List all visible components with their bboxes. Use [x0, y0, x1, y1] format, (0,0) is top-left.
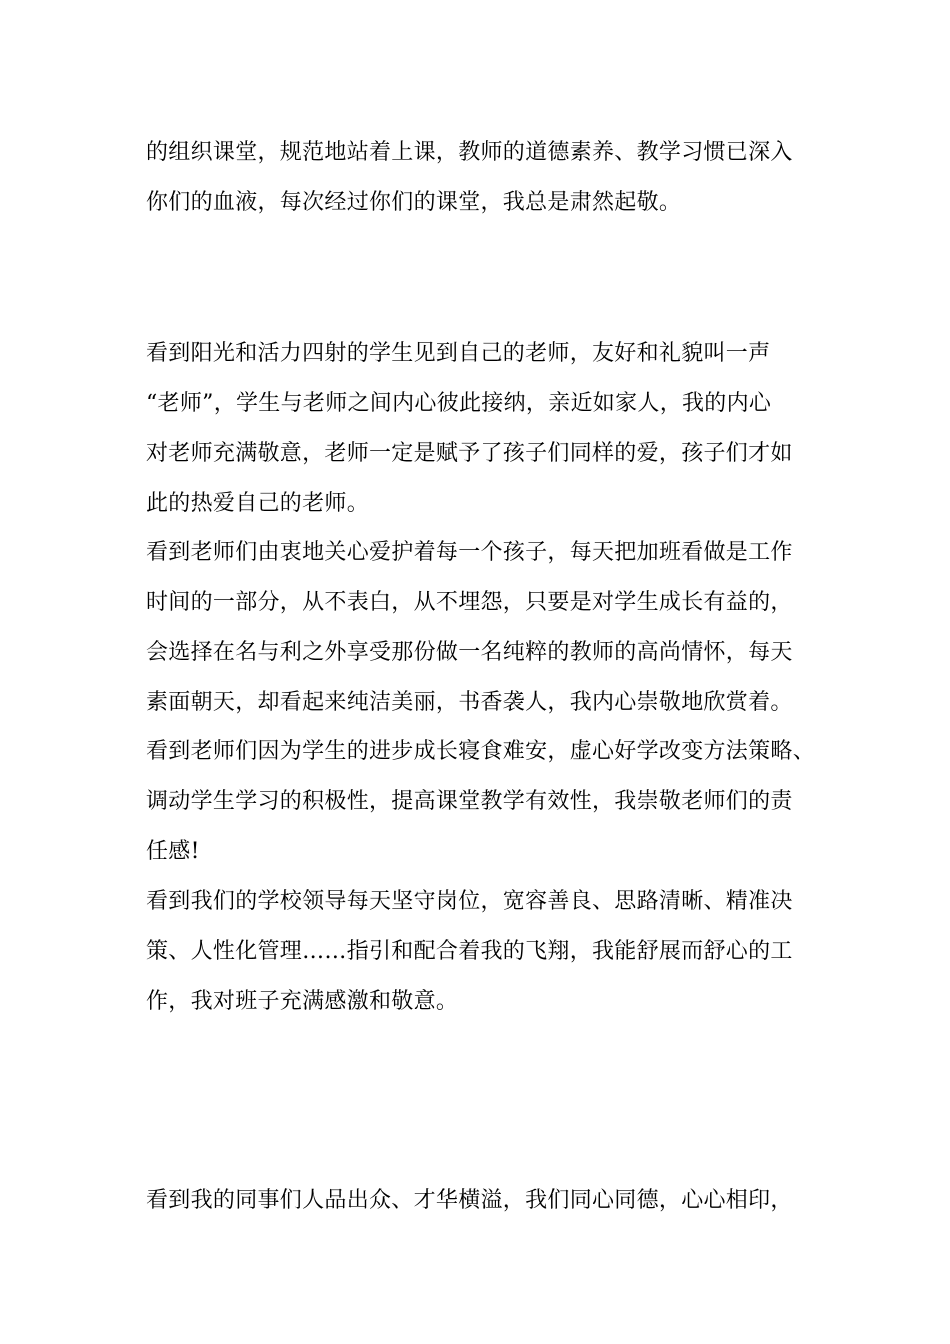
- text-line: 素面朝天，却看起来纯洁美丽，书香袭人，我内心崇敬地欣赏着。: [146, 690, 793, 715]
- text-line: 看到我们的学校领导每天坚守岗位，宽容善良、思路清晰、精准决: [146, 889, 793, 914]
- paragraph-leadership: [146, 877, 826, 1027]
- paragraph-students: [146, 329, 826, 529]
- text-line: 作，我对班子充满感激和敬意。: [146, 989, 459, 1014]
- paragraph-teachers-responsibility: [146, 727, 826, 877]
- paragraph-classroom: [146, 128, 826, 228]
- paragraph-teachers-care: [146, 528, 826, 728]
- paragraph-colleagues: [146, 1176, 826, 1226]
- text-line: 任感!: [146, 839, 200, 864]
- text-line: 调动学生学习的积极性，提高课堂教学有效性，我崇敬老师们的责: [146, 789, 793, 814]
- text-line: 策、人性化管理……指引和配合着我的飞翔，我能舒展而舒心的工: [146, 939, 793, 964]
- text-line: 此的热爱自己的老师。: [146, 491, 370, 516]
- text-line: “老师”，学生与老师之间内心彼此接纳，亲近如家人，我的内心: [146, 391, 772, 416]
- text-line: 的组织课堂，规范地站着上课，教师的道德素养、教学习惯已深入: [146, 140, 793, 165]
- text-line: 看到阳光和活力四射的学生见到自己的老师，友好和礼貌叫一声: [146, 341, 771, 366]
- text-line: 看到我的同事们人品出众、才华横溢，我们同心同德，心心相印，: [146, 1188, 793, 1213]
- text-line: 对老师充满敬意，老师一定是赋予了孩子们同样的爱，孩子们才如: [146, 441, 793, 466]
- text-line: 看到老师们由衷地关心爱护着每一个孩子，每天把加班看做是工作: [146, 540, 793, 565]
- text-line: 看到老师们因为学生的进步成长寝食难安，虚心好学改变方法策略、: [146, 739, 816, 764]
- text-line: 会选择在名与利之外享受那份做一名纯粹的教师的高尚情怀，每天: [146, 640, 793, 665]
- text-line: 你们的血液，每次经过你们的课堂，我总是肃然起敬。: [146, 190, 682, 215]
- text-line: 时间的一部分，从不表白，从不埋怨，只要是对学生成长有益的，: [146, 590, 793, 615]
